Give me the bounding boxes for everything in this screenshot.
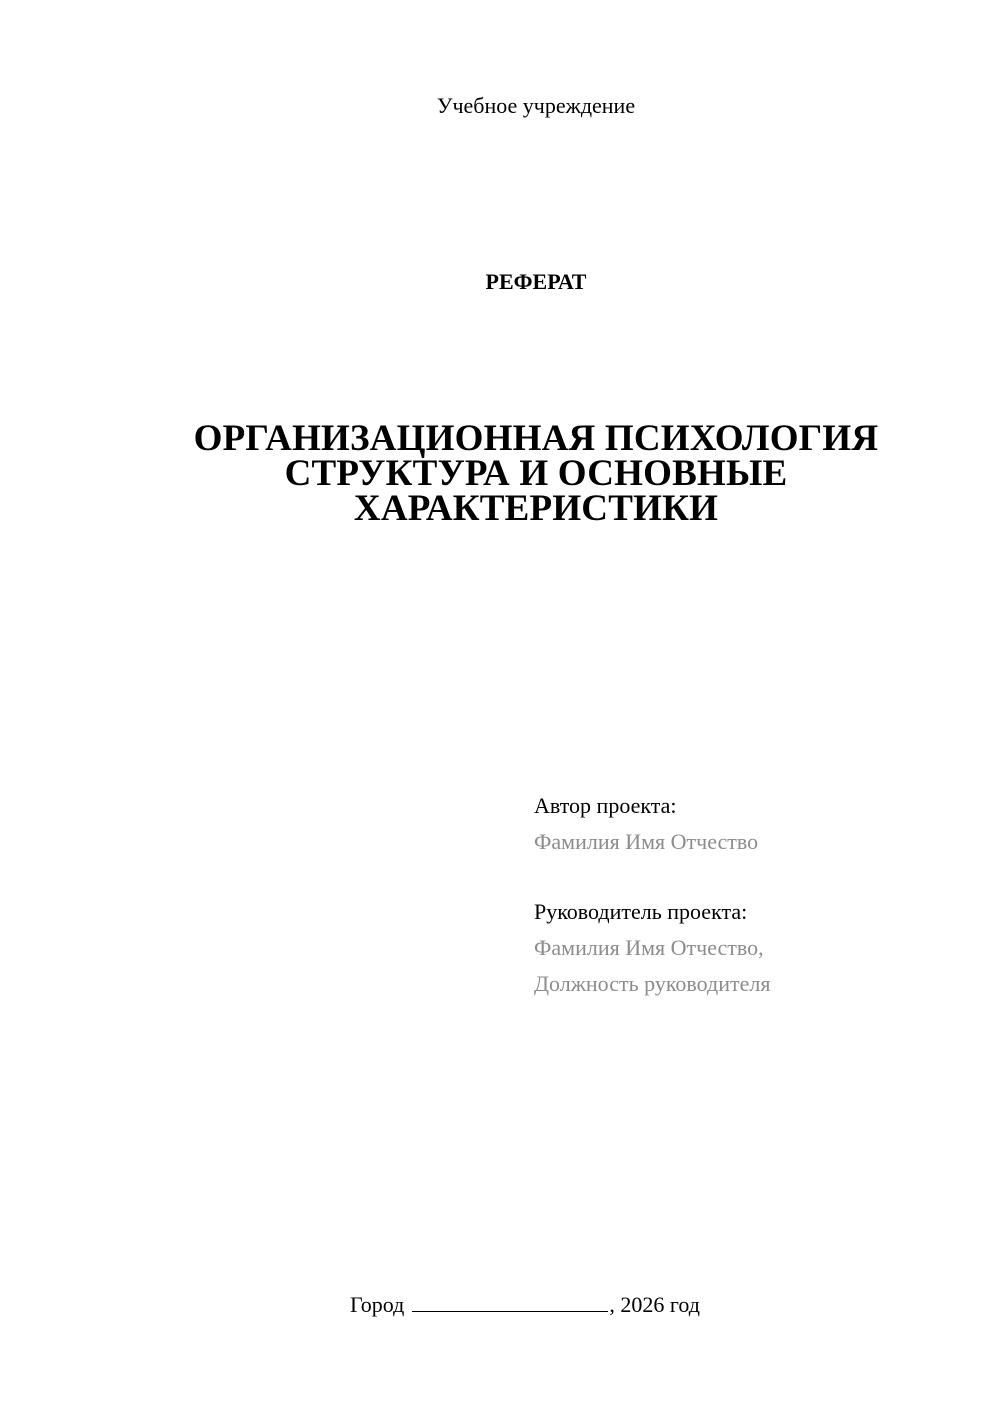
author-label: Автор проекта: <box>534 793 677 818</box>
city-blank-line <box>412 1291 608 1312</box>
title-line: ХАРАКТЕРИСТИКИ <box>353 488 719 529</box>
credits-block <box>534 788 770 1002</box>
city-label: Город <box>350 1292 405 1317</box>
document-type: РЕФЕРАТ <box>485 269 587 294</box>
institution-name: Учебное учреждение <box>436 93 636 118</box>
supervisor-position: Должность руководителя <box>534 971 771 996</box>
year-text: , 2026 год <box>609 1292 700 1317</box>
city-year-line <box>350 1290 700 1320</box>
author-name: Фамилия Имя Отчество <box>534 829 759 854</box>
supervisor-name: Фамилия Имя Отчество, <box>534 935 764 960</box>
document-title <box>140 418 932 529</box>
supervisor-label: Руководитель проекта: <box>534 899 748 924</box>
title-line: СТРУКТУРА И ОСНОВНЫЕ <box>284 453 788 494</box>
title-line: ОРГАНИЗАЦИОННАЯ ПСИХОЛОГИЯ <box>193 418 879 459</box>
